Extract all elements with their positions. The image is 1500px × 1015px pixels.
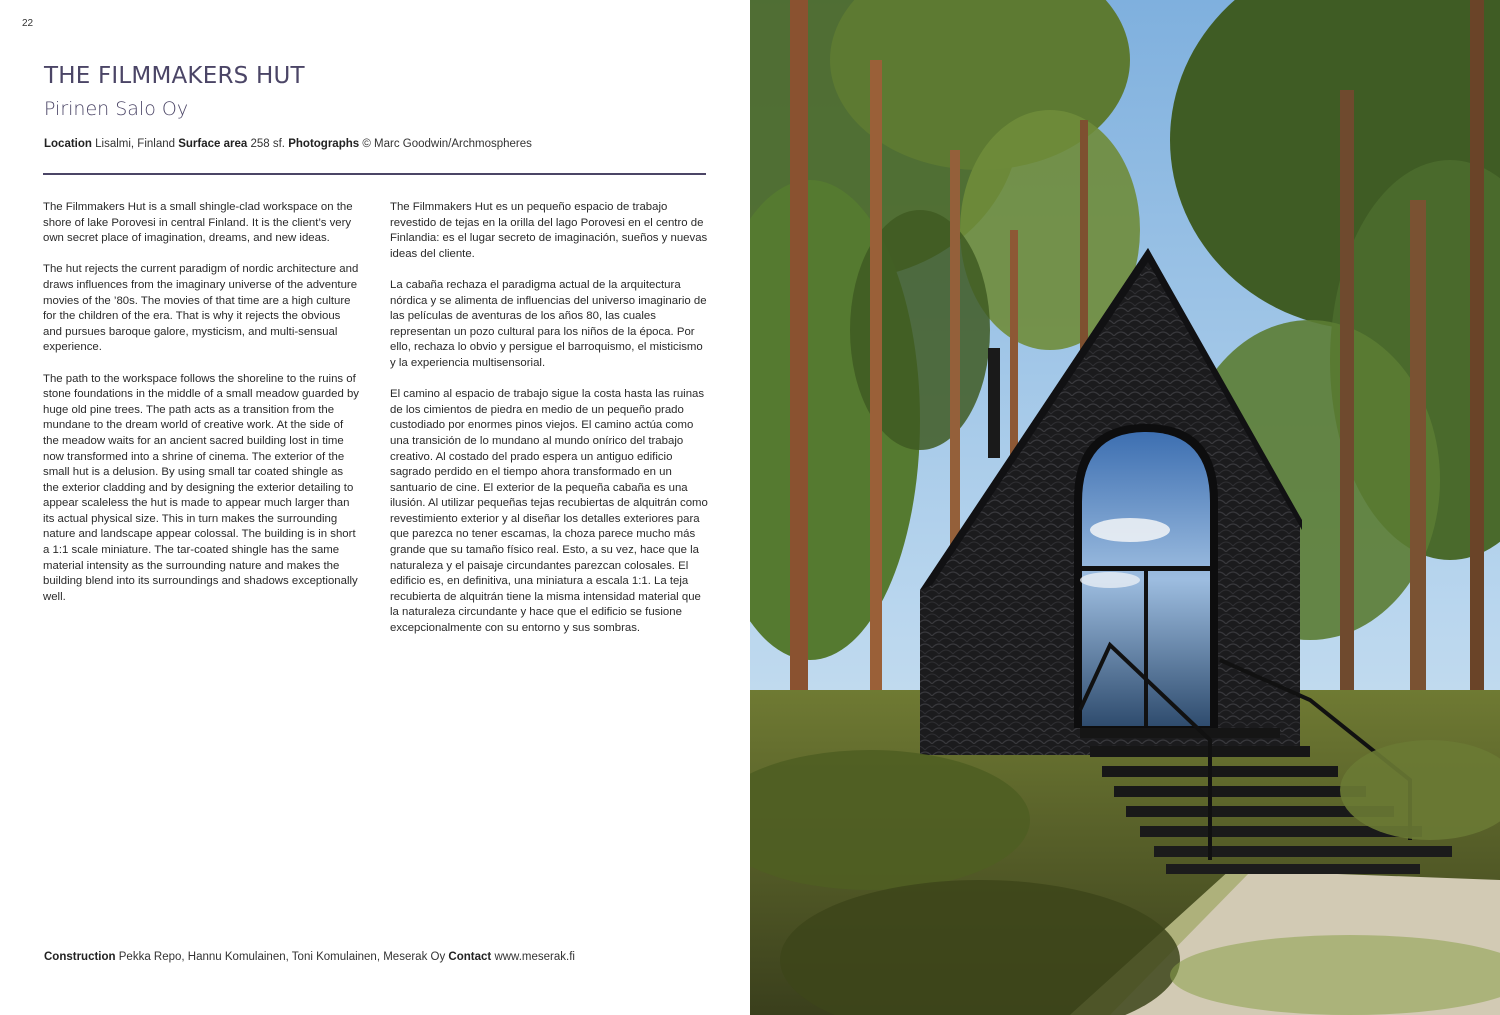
location-label: Location bbox=[44, 138, 92, 150]
english-paragraph: The hut rejects the current paradigm of nordic architecture and draws influences from the imaginary universe of the adventure movies of the ’80s. The movies of that time are a high culture for the children of the era. That is why it rejects the obvious and pursues baroque galore, mysticism, and multi-sensual experience. bbox=[43, 263, 359, 354]
construction-value: Pekka Repo, Hannu Komulainen, Toni Komulainen, Meserak Oy bbox=[118, 951, 446, 963]
surface-area-label: Surface area bbox=[178, 138, 248, 150]
header-divider bbox=[43, 173, 706, 175]
contact-label: Contact bbox=[448, 951, 492, 963]
photographs-value: © Marc Goodwin/Archmospheres bbox=[362, 138, 532, 150]
surface-area-value: 258 sf. bbox=[250, 138, 286, 150]
architect-name: Pirinen Salo Oy bbox=[44, 98, 189, 120]
spanish-paragraph: El camino al espacio de trabajo sigue la costa hasta las ruinas de los cimientos de piedra en medio de un pequeño prado custodiado por enormes pinos viejos. El camino actúa como una transición de lo mundano al mundo onírico del trabajo creativo. Al costado del prado espera un antiguo edificio sagrado perdido en el tiempo ahora transformado en un santuario de cine. El exterior de la pequeña cabaña es una ilusión. Al utilizar pequeñas tejas recubiertas de alquitrán como revestimiento exterior y al diseñar los detalles exteriores para que parezca no tener escamas, la choza parece mucho más grande que su tamaño físico real. Esto, a su vez, hace que la naturaleza y el paisaje circundantes parezcan colosales. El edificio es, en definitiva, una miniatura a escala 1:1. La teja recubierta de alquitrán tiene la misma intensidad material que la naturaleza circundante y hace que el edificio se fusione excepcionalmente con su entorno y sus sombras. bbox=[390, 388, 708, 635]
english-paragraph: The Filmmakers Hut is a small shingle-clad workspace on the shore of lake Porovesi in central Finland. It is the client’s very own secret place of imagination, dreams, and new ideas. bbox=[43, 201, 353, 245]
project-meta bbox=[44, 138, 724, 150]
spanish-paragraph: The Filmmakers Hut es un pequeño espacio de trabajo revestido de tejas en la orilla del lago Porovesi en el centro de Finlandia: es el lugar secreto de imaginación, sueños y nuevas ideas del cliente. bbox=[390, 201, 708, 260]
spanish-paragraph: La cabaña rechaza el paradigma actual de la arquitectura nórdica y se alimenta de influencias del universo imaginario de las películas de aventuras de los años 80, las cuales representan un pozo cultural para los niños de la época. Por ello, rechaza lo obvio y persigue el barroquismo, el misticismo y la experiencia multisensorial. bbox=[390, 278, 707, 369]
credits-line bbox=[44, 951, 734, 963]
contact-value: www.meserak.fi bbox=[494, 951, 575, 963]
english-paragraph: The path to the workspace follows the shoreline to the ruins of stone foundations in the middle of a small meadow guarded by huge old pine trees. The path acts as a transition from the mundane to the dream world of creative work. At the side of the meadow waits for an ancient sacred building lost in time now transformed into a shrine of cinema. The exterior of the small hut is a delusion. By using small tar coated shingle as the exterior cladding and by designing the exterior detailing to appear scaleless the hut is made to appear much larger than its actual physical size. This in turn makes the surrounding nature and landscape appear colossal. The building is in short a 1:1 scale miniature. The tar-coated shingle has the same material intensity as the surrounding nature and makes the building blend into its surroundings and shadows exceptionally well. bbox=[43, 372, 359, 603]
article-title: THE FILMMAKERS HUT bbox=[44, 63, 305, 89]
photo-illustration bbox=[750, 0, 1500, 1015]
location-value: Lisalmi, Finland bbox=[95, 138, 176, 150]
english-column bbox=[43, 200, 361, 621]
hut-photograph bbox=[750, 0, 1500, 1015]
spanish-column bbox=[390, 200, 708, 652]
page-number: 22 bbox=[22, 18, 34, 29]
photographs-label: Photographs bbox=[288, 138, 360, 150]
construction-label: Construction bbox=[44, 951, 116, 963]
chimney-pipe bbox=[988, 348, 1000, 458]
